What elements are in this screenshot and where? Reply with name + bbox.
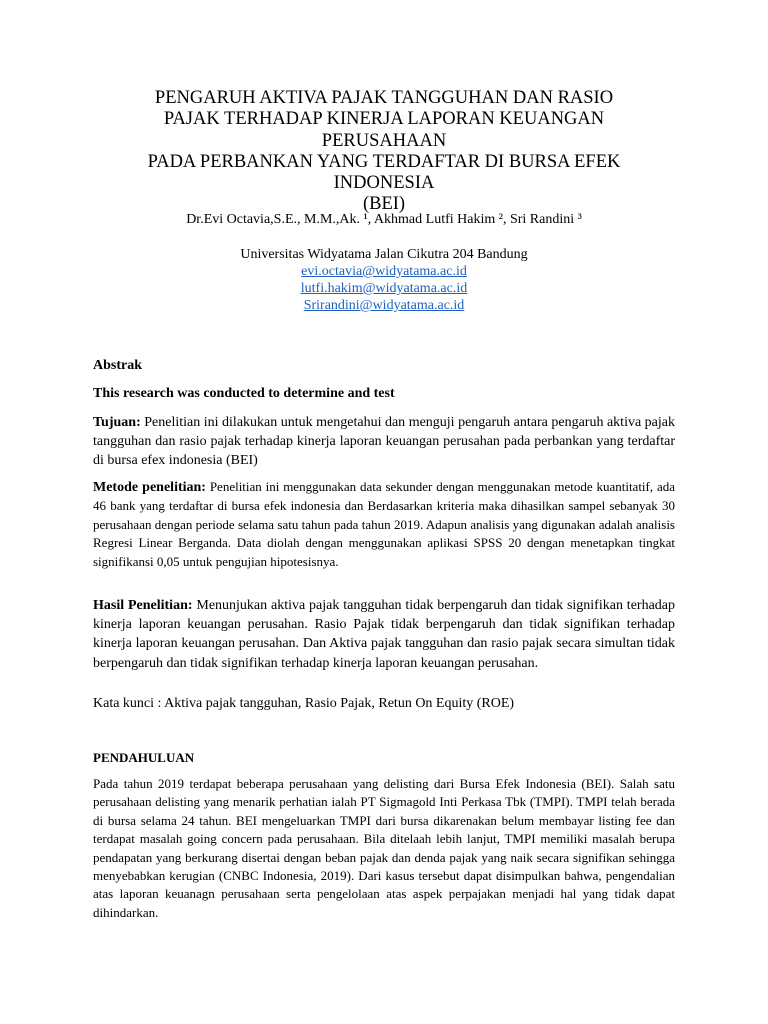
- title-line: PENGARUH AKTIVA PAJAK TANGGUHAN DAN RASIO: [154, 88, 614, 108]
- affiliation: Universitas Widyatama Jalan Cikutra 204 Bandung: [240, 247, 528, 262]
- method-text: Penelitian ini menggunakan data sekunder dengan menggunakan metode kuantitatif, ada 46 bank yang terdaftar di bursa efek indonesia dan Berdasarkan kriteria maka dihasilkan sampel sebanyak 30 perusahaan dengan periode selama satu tahun pada tahun 2019. Adapun analisis yang digunakan adalah analisis Regresi Linear Berganda. Data diolah dengan menggunakan aplikasi SPSS 20 dengan menetapkan tingkat signifikansi 0,05 untuk pengujian hipotesisnya.: [93, 479, 675, 569]
- affiliation-block: [80, 246, 688, 314]
- purpose-text: Penelitian ini dilakukan untuk mengetahui dan menguji pengaruh antara pengaruh aktiva pajak tangguhan dan rasio pajak terhadap kinerja laporan keuangan perusahan pada perbankan yang terdaftar di bursa efex indonesia (BEI): [93, 415, 676, 469]
- keywords: Kata kunci : Aktiva pajak tangguhan, Rasio Pajak, Retun On Equity (ROE): [93, 696, 515, 711]
- abstract-heading: Abstrak: [93, 358, 143, 373]
- purpose-label: Tujuan:: [93, 415, 141, 430]
- email-link[interactable]: evi.octavia@widyatama.ac.id: [301, 264, 467, 279]
- abstract-method: [93, 478, 675, 571]
- abstract-results: [93, 596, 675, 673]
- abstract-lead: This research was conducted to determine and test: [93, 386, 395, 401]
- abstract-purpose: [93, 413, 675, 471]
- paper-title: [96, 88, 672, 216]
- intro-paragraph: Pada tahun 2019 terdapat beberapa perusahaan yang delisting dari Bursa Efek Indonesia (BEI). Salah satu perusahaan delisting yang menarik perhatian ialah PT Sigmagold Inti Perkasa Tbk (TMPI). TMPI telah berada di bursa selama 24 tahun. BEI mengeluarkan TMPI dari bursa dikarenakan belum membayar listing fee dan terdapat masalah going concern pada perusahaan. Bila ditelaah lebih lanjut, TMPI memiliki masalah berupa pendapatan yang berkurang disertai dengan beban pajak dan denda pajak yang naik secara signifikan sehingga menyebabkan kerugian (CNBC Indonesia, 2019). Dari kasus tersebut dapat disimpulkan bahwa, pengendalian atas laporan keuanagn perusahaan serta pengelolaan atas aspek perpajakan menjadi hal yang tidak dapat dihindarkan.: [93, 776, 675, 920]
- results-text: Menunjukan aktiva pajak tangguhan tidak berpengaruh dan tidak signifikan terhadap kinerja laporan keuangan perusahan. Rasio Pajak tidak berpengaruh dan tidak signifikan terhadap kinerja laporan keuangan perusahan. Dan Aktiva pajak tangguhan dan rasio pajak secara simultan tidak berpengaruh dan tidak signifikan terhadap kinerja laporan keuangan perusahan.: [93, 598, 675, 671]
- section-heading: PENDAHULUAN: [93, 750, 195, 765]
- results-label: Hasil Penelitian:: [93, 598, 193, 613]
- title-line: PERUSAHAAN: [321, 130, 447, 151]
- title-line: (BEI): [362, 194, 406, 215]
- email-link[interactable]: Srirandini@widyatama.ac.id: [303, 298, 465, 313]
- method-label: Metode penelitian:: [93, 480, 206, 495]
- title-line: PAJAK TERHADAP KINERJA LAPORAN KEUANGAN: [163, 109, 605, 130]
- title-line: PADA PERBANKAN YANG TERDAFTAR DI BURSA EFEK: [147, 151, 621, 172]
- title-line: INDONESIA: [333, 173, 435, 194]
- author-list: Dr.Evi Octavia,S.E., M.M.,Ak. ¹, Akhmad Lutfi Hakim ², Sri Randini ³: [186, 212, 582, 227]
- email-link[interactable]: lutfi.hakim@widyatama.ac.id: [300, 281, 468, 296]
